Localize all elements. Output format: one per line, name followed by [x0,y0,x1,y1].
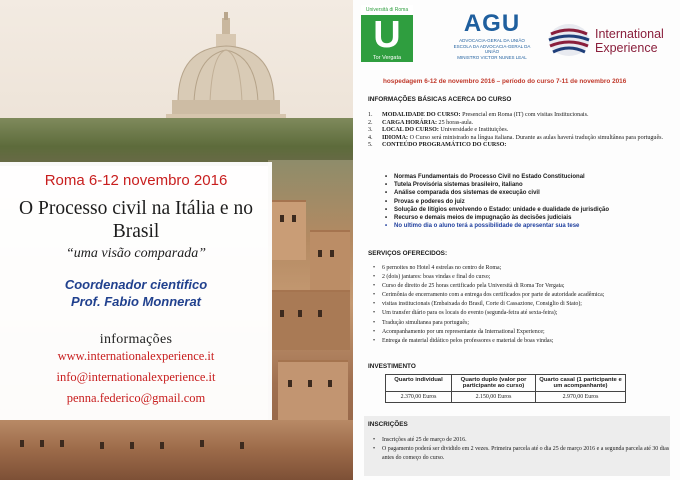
item-text: O Curso será ministrado na língua italiana. Durante as aulas haverá tradução simultânea para português. [408,134,664,141]
agu-logo-text: AGU [463,10,521,37]
table-cell: Quarto duplo (valor por participante ao curso) [452,375,536,392]
item-number: 2. [368,119,373,126]
table-cell: 2.970,00 Euros [536,392,626,403]
flyer-panel [353,0,680,480]
dates-banner: hospedagem 6-12 de novembro 2016 – período do curso 7-11 de novembro 2016 [383,78,627,85]
table-cell: 2.150,00 Euros [452,392,536,403]
table-cell: Quarto casal (1 participante e um acompanhante) [536,375,626,392]
ie-logo-line1: International [595,27,664,41]
services-heading: SERVIÇOS OFERECIDOS: [368,250,448,257]
list-item: • visitas institucionais (Embaixada do Brasil, Corte di Cassazione, Consiglio di Stato); [373,300,678,309]
table-cell: Quarto individual [386,375,452,392]
coordinator-label: Coordenador cientifico [64,277,208,292]
agu-logo-sub2: ESCOLA DA ADVOCACIA-GERAL DA UNIÃO [453,43,531,54]
investment-table [385,374,626,403]
agu-logo-sub1: ADVOCACIA-GERAL DA UNIÃO [459,38,525,43]
item-number: 3. [368,127,373,134]
list-item: • O pagamento poderá ser dividido em 2 vezes. Primeira parcela até o dia 25 de março 2016 e a segunda parcela até 30 dias antes do começo do curso. [373,445,673,463]
item-label: MODALIDADE DO CURSO: [382,112,461,118]
course-title: O Processo civil na Itália e no Brasil [19,198,253,242]
list-item: • Curso de direito de 25 horas certificado pela Università di Roma Tor Vergata; [373,282,678,291]
table-row [386,392,626,403]
international-experience-logo [547,22,677,62]
list-item [368,112,673,120]
list-item: • Tutela Provisória sistemas brasileiro, italiano [385,181,675,189]
tor-vergata-logo [361,5,413,62]
item-number: 1. [368,112,373,118]
list-item: • 2 (dois) jantares: boas vindas e final do curso; [373,273,678,282]
enroll-list [373,436,673,463]
city-buildings-bottom [0,420,353,480]
list-item [368,120,673,128]
list-item: • No ultimo dia o aluno terá a possibilidade de apresentar sua tese [385,222,675,230]
list-item [368,127,673,135]
table-row [386,375,626,392]
course-info-list [368,112,673,150]
item-label: CONTEÚDO PROGRAMÁTICO DO CURSO: [382,142,507,149]
list-item: • Solução de litígios envolvendo o Estado: unidade e dualidade de jurisdição [385,206,675,214]
tor-vergata-logo-top: Università di Roma [361,5,413,15]
info-section-heading: INFORMAÇÕES BÁSICAS ACERCA DO CURSO [368,96,512,103]
agu-logo [453,10,531,60]
item-label: LOCAL DO CURSO: [382,127,439,134]
enroll-heading: INSCRIÇÕES [368,421,408,428]
coordinator-name: Prof. Fabio Monnerat [71,294,201,309]
ie-logo-line2: Experience [595,41,658,55]
item-number: 5. [368,142,373,149]
info-heading: informações [99,332,173,347]
item-text: Presencial em Roma (IT) com visitas Institucionais. [460,112,589,118]
investment-heading: INVESTIMENTO [368,363,416,370]
item-label: IDIOMA: [382,134,409,141]
website-link[interactable]: www.internationalexperience.it [57,349,215,363]
poster-info-card [0,162,272,420]
item-label: CARGA HORÁRIA: [382,119,438,126]
event-date: Roma 6-12 novembro 2016 [44,172,228,189]
tor-vergata-logo-letter: U [373,14,401,56]
list-item: • Acompanhamento por um representante da International Experience; [373,328,678,337]
item-text: 25 horas-aula. [437,119,474,126]
item-number: 4. [368,134,373,141]
list-item: • Um transfer diário para os locais do evento (segunda-feira até sexta-feira); [373,309,678,318]
list-item: • Cerimônia de encerramento com a entrega dos certificados por parte de autoridade acadêmica; [373,291,678,300]
item-text: Universidade e Instituições. [438,127,509,134]
list-item [368,142,673,150]
globe-icon [547,22,591,58]
list-item: • Provas e poderes do juiz [385,198,675,206]
list-item: • Normas Fundamentais do Processo Civil no Estado Constitucional [385,173,675,181]
program-list [385,173,675,230]
list-item: • Inscrições até 25 de março de 2016. [373,436,673,445]
services-list [373,264,678,346]
course-subtitle: “uma visão comparada” [65,246,206,261]
list-item: • 6 pernoites no Hotel 4 estrelas no centro de Roma; [373,264,678,273]
agu-logo-sub3: MINISTRO VICTOR NUNES LEAL [457,54,527,60]
list-item: • Entrega de material didático pelos professores e material de boas vindas; [373,337,678,346]
email-link-penna[interactable]: penna.federico@gmail.com [66,391,206,405]
table-cell: 2.370,00 Euros [386,392,452,403]
tor-vergata-logo-name: Tor Vergata [372,55,402,61]
list-item: • Análise comparada dos sistemas de execução civil [385,189,675,197]
email-link-info[interactable]: info@internationalexperience.it [56,370,216,384]
list-item: • Recurso e demais meios de impugnação às decisões judiciais [385,214,675,222]
tree-line [0,118,353,166]
list-item: • Tradução simultanea para português; [373,319,678,328]
